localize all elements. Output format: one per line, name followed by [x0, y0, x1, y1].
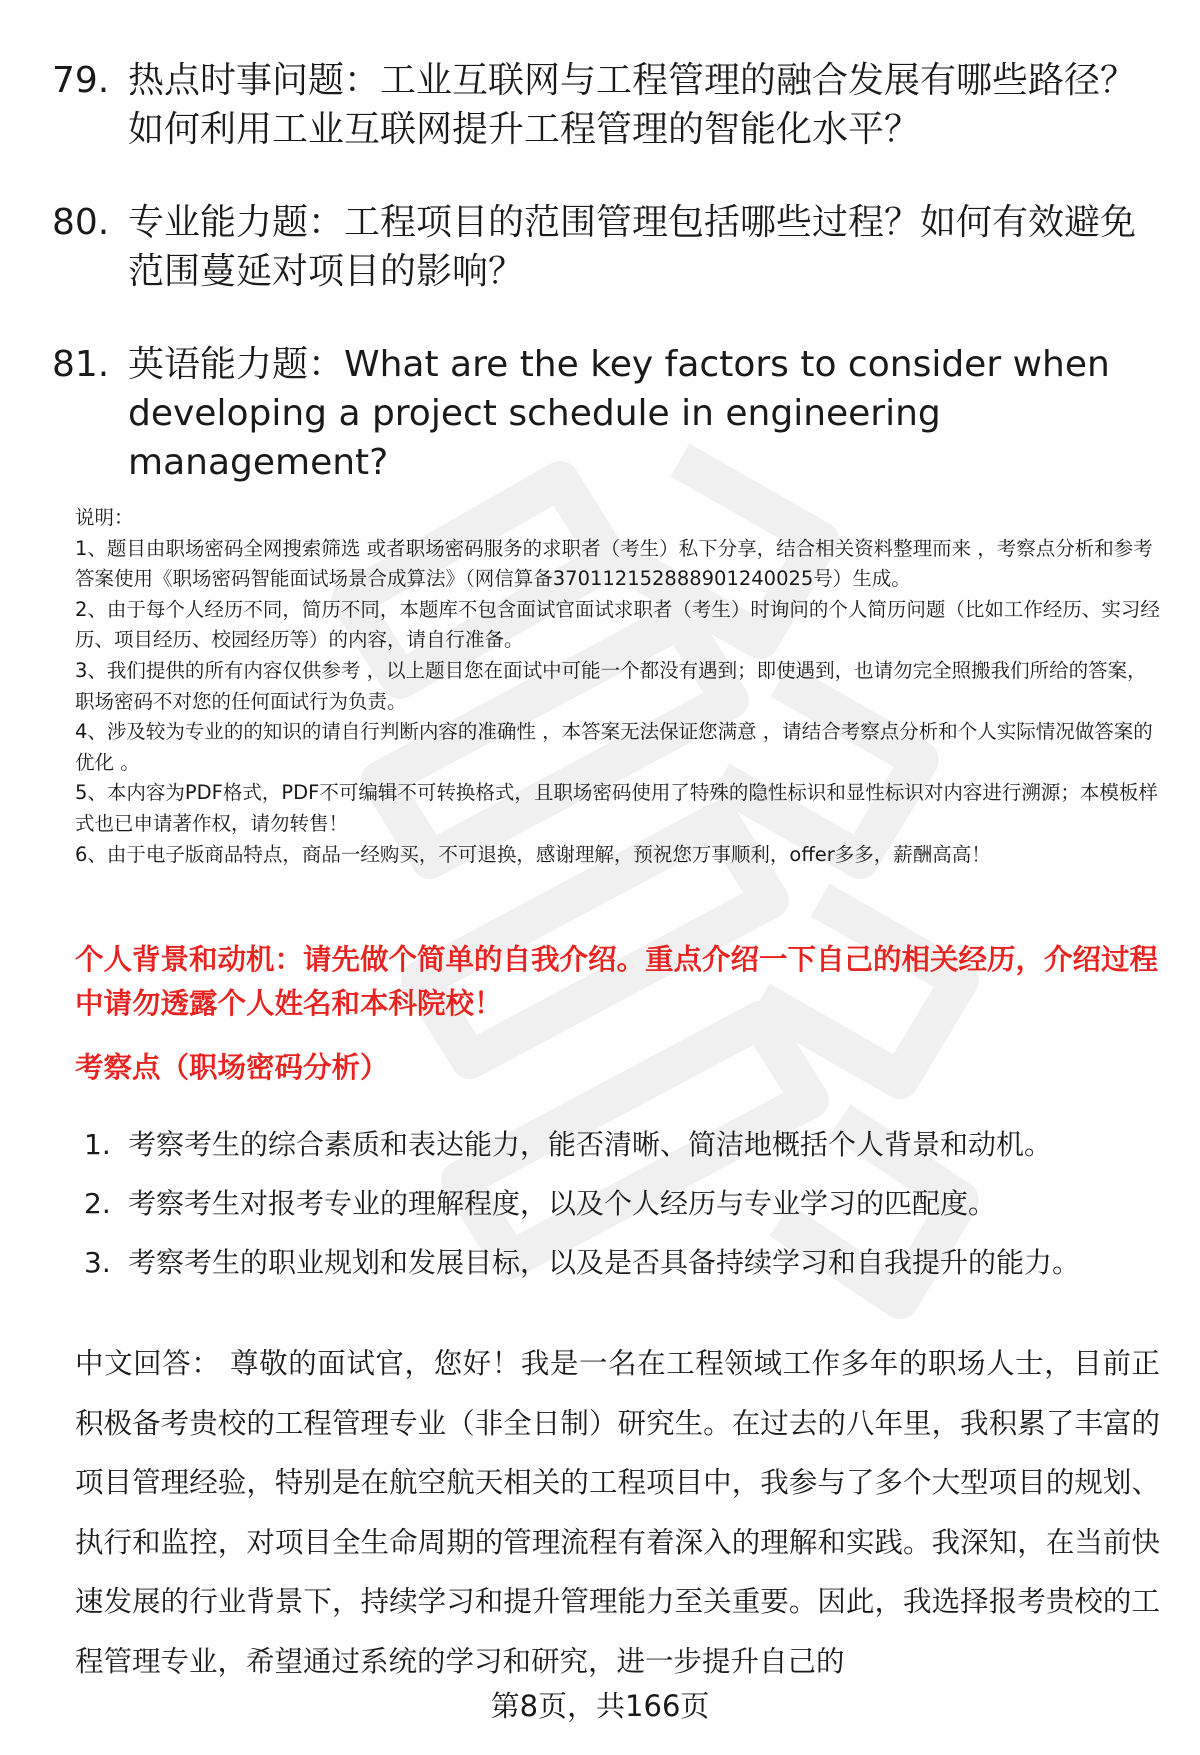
- note-item: 1、题目由职场密码全网搜索筛选 或者职场密码服务的求职者（考生）私下分享，结合相关资料整理而来 ，考察点分析和参考答案使用《职场密码智能面试场景合成算法》（网信算备370112152888901240025号）生成。: [75, 536, 1153, 591]
- note-item: 3、我们提供的所有内容仅供参考 ，以上题目您在面试中可能一个都没有遇到；即使遇到，也请勿完全照搬我们所给的答案，职场密码不对您的任何面试行为负责。: [75, 658, 1147, 713]
- analysis-point-text: 考察考生对报考专业的理解程度，以及个人经历与专业学习的匹配度。: [128, 1187, 997, 1220]
- analysis-points-heading: 考察点（职场密码分析）: [75, 1051, 389, 1084]
- analysis-point-text: 考察考生的综合素质和表达能力，能否清晰、简洁地概括个人背景和动机。: [128, 1128, 1053, 1161]
- question-list: [52, 56, 1152, 531]
- question-item: [52, 56, 1152, 154]
- analysis-point-number: 2.: [84, 1187, 111, 1220]
- analysis-points-list: [84, 1123, 1154, 1300]
- analysis-point: [84, 1123, 1154, 1167]
- notes-section: [75, 503, 1160, 870]
- question-text: 专业能力题：工程项目的范围管理包括哪些过程？如何有效避免范围蔓延对项目的影响？: [128, 202, 1137, 292]
- chinese-answer: 中文回答： 尊敬的面试官，您好！我是一名在工程领域工作多年的职场人士，目前正积极备考贵校的工程管理专业（非全日制）研究生。在过去的八年里，我积累了丰富的项目管理经验，特别是在航空航天相关的工程项目中，我参与了多个大型项目的规划、执行和监控，对项目全生命周期的管理流程有着深入的理解和实践。我深知，在当前快速发展的行业背景下，持续学习和提升管理能力至关重要。因此，我选择报考贵校的工程管理专业，希望通过系统的学习和研究，进一步提升自己的: [75, 1347, 1160, 1678]
- question-number: 81.: [52, 344, 110, 385]
- page-footer: 第8页，共166页: [490, 1689, 710, 1723]
- analysis-point-number: 1.: [84, 1128, 111, 1161]
- question-number: 79.: [52, 60, 110, 101]
- analysis-point-text: 考察考生的职业规划和发展目标，以及是否具备持续学习和自我提升的能力。: [128, 1246, 1081, 1279]
- analysis-point-number: 3.: [84, 1246, 111, 1279]
- note-item: 5、本内容为PDF格式，PDF不可编辑不可转换格式，且职场密码使用了特殊的隐性标识和显性标识对内容进行溯源；本模板样式也已申请著作权，请勿转售！: [75, 781, 1158, 835]
- background-question-heading: 个人背景和动机：请先做个简单的自我介绍。重点介绍一下自己的相关经历，介绍过程中请勿透露个人姓名和本科院校！: [75, 943, 1159, 1020]
- note-item: 4、涉及较为专业的的知识的请自行判断内容的准确性 ，本答案无法保证您满意 ，请结合考察点分析和个人实际情况做答案的优化 。: [75, 720, 1153, 774]
- question-text: 热点时事问题：工业互联网与工程管理的融合发展有哪些路径？如何利用工业互联网提升工程管理的智能化水平？: [128, 60, 1137, 150]
- question-text: 英语能力题：What are the key factors to consider when developing a project schedule in engineering management?: [128, 344, 1110, 483]
- note-item: 6、由于电子版商品特点，商品一经购买，不可退换，感谢理解，预祝您万事顺利，offer多多，薪酬高高！: [75, 842, 991, 866]
- analysis-point: [84, 1241, 1154, 1285]
- notes-title: 说明：: [75, 506, 134, 529]
- note-item: 2、由于每个人经历不同，简历不同，本题库不包含面试官面试求职者（考生）时询问的个人简历问题（比如工作经历、实习经历、项目经历、校园经历等）的内容，请自行准备。: [75, 597, 1160, 652]
- analysis-point: [84, 1182, 1154, 1226]
- question-item: [52, 340, 1152, 487]
- question-item: [52, 198, 1152, 296]
- question-number: 80.: [52, 202, 110, 243]
